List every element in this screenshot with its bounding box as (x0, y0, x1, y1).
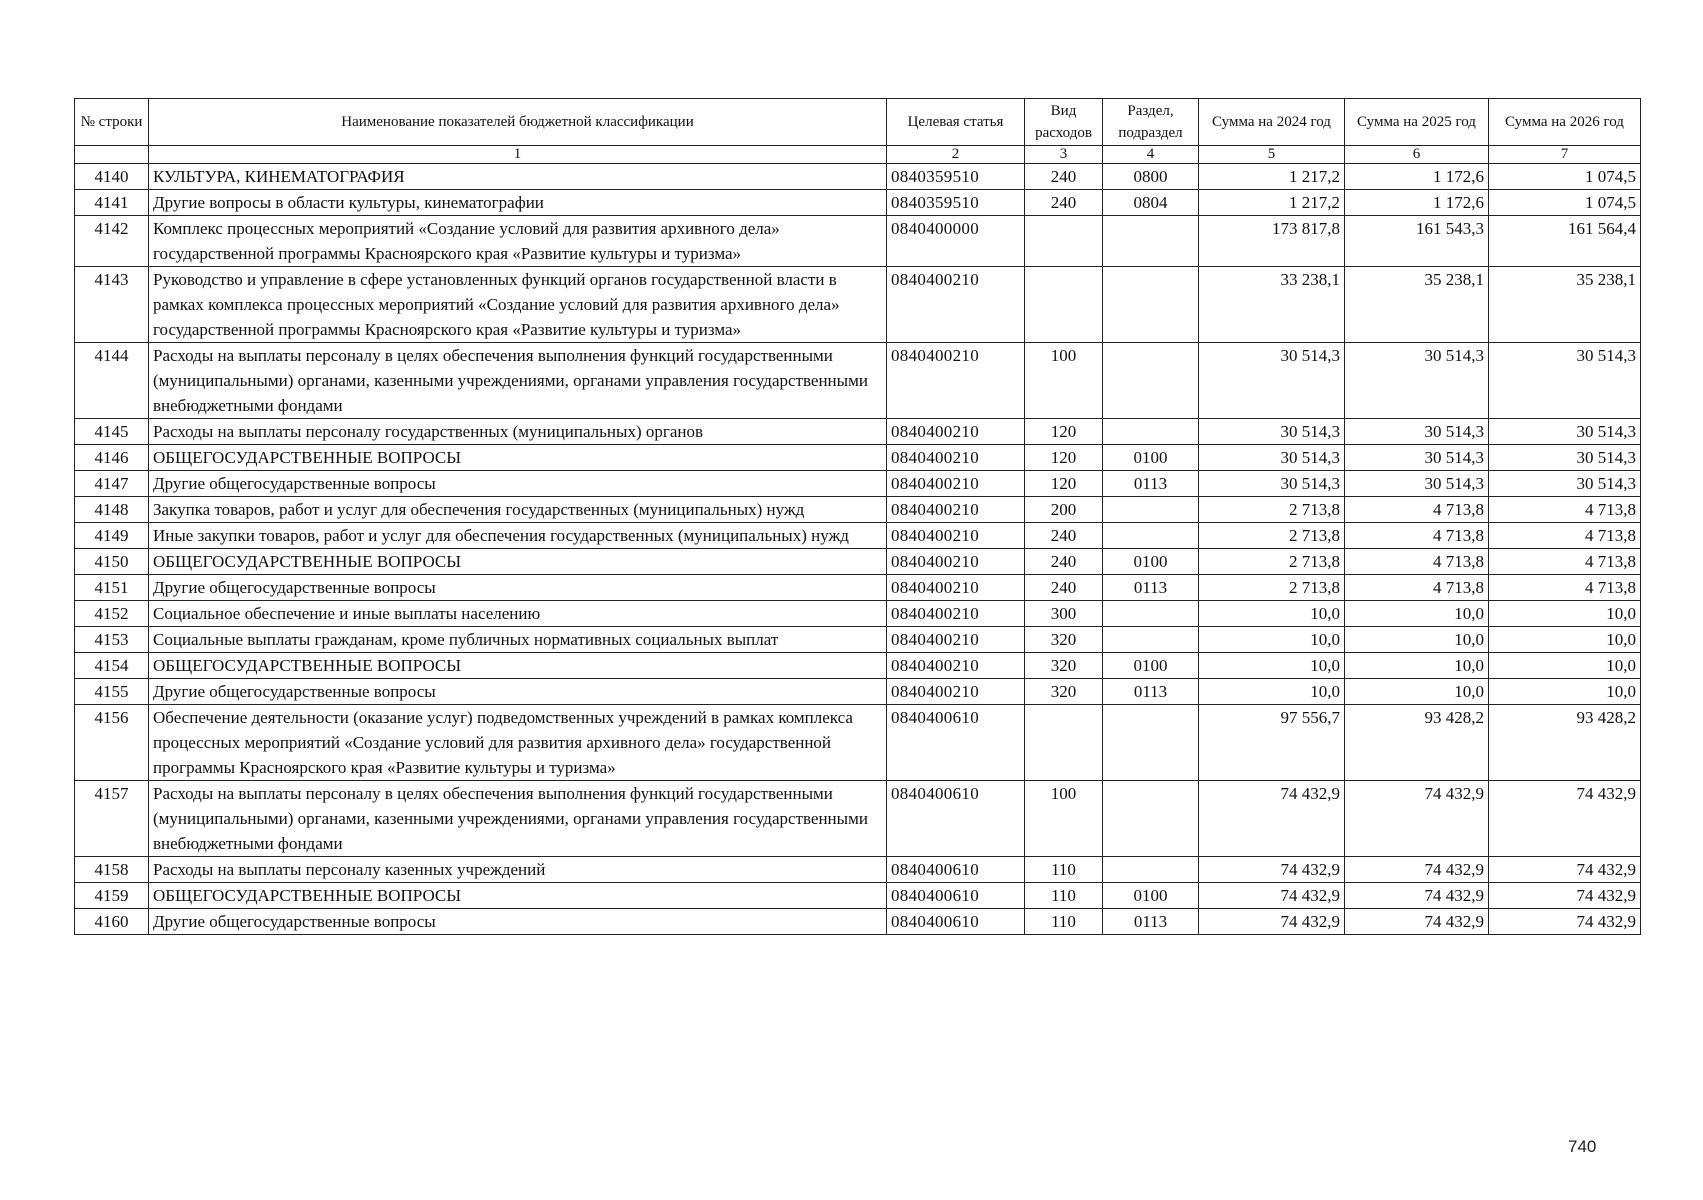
table-row (75, 857, 1641, 883)
sum-2026-cell: 1 074,5 (1489, 190, 1641, 216)
row-number-cell: 4140 (75, 164, 149, 190)
sum-2026-cell: 35 238,1 (1489, 267, 1641, 343)
row-number-cell: 4151 (75, 575, 149, 601)
target-article-cell: 0840400210 (887, 267, 1025, 343)
table-row (75, 705, 1641, 781)
section-cell: 0113 (1103, 575, 1199, 601)
target-article-cell: 0840400000 (887, 216, 1025, 267)
sum-2025-cell: 30 514,3 (1345, 419, 1489, 445)
header-sum-2026: Сумма на 2026 год (1489, 99, 1641, 146)
expense-kind-cell (1025, 216, 1103, 267)
indicator-name-cell: Руководство и управление в сфере установленных функций органов государственной власти в рамках комплекса процессных мероприятий «Создание условий для развития архивного дела» государственной программы Красноярского края «Развитие культуры и туризма» (149, 267, 887, 343)
sum-2024-cell: 74 432,9 (1199, 909, 1345, 935)
expense-kind-cell: 100 (1025, 343, 1103, 419)
sum-2025-cell: 35 238,1 (1345, 267, 1489, 343)
sum-2026-cell: 1 074,5 (1489, 164, 1641, 190)
sum-2026-cell: 74 432,9 (1489, 857, 1641, 883)
expense-kind-cell: 110 (1025, 883, 1103, 909)
row-number-cell: 4160 (75, 909, 149, 935)
sum-2025-cell: 74 432,9 (1345, 857, 1489, 883)
table-row (75, 497, 1641, 523)
section-cell: 0100 (1103, 445, 1199, 471)
sum-2024-cell: 30 514,3 (1199, 343, 1345, 419)
row-number-cell: 4143 (75, 267, 149, 343)
target-article-cell: 0840359510 (887, 190, 1025, 216)
sum-2024-cell: 30 514,3 (1199, 445, 1345, 471)
target-article-cell: 0840400210 (887, 653, 1025, 679)
expense-kind-cell: 120 (1025, 471, 1103, 497)
section-cell (1103, 705, 1199, 781)
indicator-name-cell: Социальные выплаты гражданам, кроме публичных нормативных социальных выплат (149, 627, 887, 653)
header-indicator-name: Наименование показателей бюджетной классификации (149, 99, 887, 146)
sum-2026-cell: 4 713,8 (1489, 523, 1641, 549)
sum-2025-cell: 10,0 (1345, 679, 1489, 705)
header-sum-2025: Сумма на 2025 год (1345, 99, 1489, 146)
section-cell (1103, 497, 1199, 523)
row-number-cell: 4150 (75, 549, 149, 575)
expense-kind-cell: 240 (1025, 523, 1103, 549)
sum-2026-cell: 30 514,3 (1489, 343, 1641, 419)
sum-2025-cell: 74 432,9 (1345, 883, 1489, 909)
indicator-name-cell: Другие общегосударственные вопросы (149, 471, 887, 497)
row-number-cell: 4158 (75, 857, 149, 883)
section-cell (1103, 216, 1199, 267)
sum-2024-cell: 74 432,9 (1199, 781, 1345, 857)
sum-2024-cell: 2 713,8 (1199, 575, 1345, 601)
sum-2025-cell: 10,0 (1345, 601, 1489, 627)
sum-2026-cell: 4 713,8 (1489, 497, 1641, 523)
table-row (75, 216, 1641, 267)
table-row (75, 267, 1641, 343)
sum-2024-cell: 2 713,8 (1199, 549, 1345, 575)
section-cell: 0804 (1103, 190, 1199, 216)
table-header (75, 99, 1641, 164)
table-row (75, 445, 1641, 471)
row-number-cell: 4144 (75, 343, 149, 419)
indicator-name-cell: Комплекс процессных мероприятий «Создание условий для развития архивного дела» государственной программы Красноярского края «Развитие культуры и туризма» (149, 216, 887, 267)
indicator-name-cell: ОБЩЕГОСУДАРСТВЕННЫЕ ВОПРОСЫ (149, 549, 887, 575)
column-number: 3 (1025, 146, 1103, 164)
sum-2025-cell: 10,0 (1345, 653, 1489, 679)
sum-2025-cell: 30 514,3 (1345, 471, 1489, 497)
expense-kind-cell: 320 (1025, 653, 1103, 679)
expense-kind-cell: 110 (1025, 909, 1103, 935)
table-row (75, 627, 1641, 653)
row-number-cell: 4142 (75, 216, 149, 267)
sum-2024-cell: 97 556,7 (1199, 705, 1345, 781)
target-article-cell: 0840400610 (887, 909, 1025, 935)
row-number-cell: 4141 (75, 190, 149, 216)
indicator-name-cell: Расходы на выплаты персоналу государственных (муниципальных) органов (149, 419, 887, 445)
table-row (75, 471, 1641, 497)
column-number: 5 (1199, 146, 1345, 164)
row-number-cell: 4146 (75, 445, 149, 471)
expense-kind-cell: 320 (1025, 679, 1103, 705)
expense-kind-cell: 120 (1025, 419, 1103, 445)
indicator-name-cell: КУЛЬТУРА, КИНЕМАТОГРАФИЯ (149, 164, 887, 190)
sum-2026-cell: 30 514,3 (1489, 471, 1641, 497)
header-section: Раздел, подраздел (1103, 99, 1199, 146)
expense-kind-cell: 120 (1025, 445, 1103, 471)
sum-2025-cell: 74 432,9 (1345, 781, 1489, 857)
sum-2026-cell: 10,0 (1489, 601, 1641, 627)
header-sum-2024: Сумма на 2024 год (1199, 99, 1345, 146)
sum-2026-cell: 161 564,4 (1489, 216, 1641, 267)
target-article-cell: 0840400210 (887, 627, 1025, 653)
table-row (75, 419, 1641, 445)
sum-2025-cell: 1 172,6 (1345, 190, 1489, 216)
row-number-cell: 4153 (75, 627, 149, 653)
target-article-cell: 0840400210 (887, 497, 1025, 523)
sum-2024-cell: 10,0 (1199, 653, 1345, 679)
indicator-name-cell: Другие общегосударственные вопросы (149, 679, 887, 705)
expense-kind-cell: 320 (1025, 627, 1103, 653)
sum-2026-cell: 74 432,9 (1489, 909, 1641, 935)
row-number-cell: 4156 (75, 705, 149, 781)
budget-table (74, 98, 1641, 935)
column-number: 1 (149, 146, 887, 164)
row-number-cell: 4152 (75, 601, 149, 627)
sum-2024-cell: 173 817,8 (1199, 216, 1345, 267)
expense-kind-cell: 300 (1025, 601, 1103, 627)
row-number-cell: 4148 (75, 497, 149, 523)
sum-2025-cell: 30 514,3 (1345, 343, 1489, 419)
expense-kind-cell (1025, 267, 1103, 343)
sum-2026-cell: 4 713,8 (1489, 549, 1641, 575)
expense-kind-cell: 240 (1025, 575, 1103, 601)
section-cell (1103, 343, 1199, 419)
sum-2024-cell: 74 432,9 (1199, 857, 1345, 883)
row-number-cell: 4149 (75, 523, 149, 549)
table-row (75, 679, 1641, 705)
sum-2024-cell: 10,0 (1199, 627, 1345, 653)
expense-kind-cell: 240 (1025, 164, 1103, 190)
expense-kind-cell: 100 (1025, 781, 1103, 857)
header-row (75, 99, 1641, 146)
sum-2025-cell: 10,0 (1345, 627, 1489, 653)
target-article-cell: 0840400610 (887, 857, 1025, 883)
target-article-cell: 0840400210 (887, 549, 1025, 575)
section-cell: 0100 (1103, 549, 1199, 575)
table-row (75, 909, 1641, 935)
column-number: 2 (887, 146, 1025, 164)
sum-2026-cell: 10,0 (1489, 679, 1641, 705)
table-body (75, 164, 1641, 935)
indicator-name-cell: Закупка товаров, работ и услуг для обеспечения государственных (муниципальных) нужд (149, 497, 887, 523)
indicator-name-cell: Расходы на выплаты персоналу в целях обеспечения выполнения функций государственными (муниципальными) органами, казенными учреждениями, органами управления государственными внебюджетными фондами (149, 781, 887, 857)
target-article-cell: 0840400210 (887, 471, 1025, 497)
indicator-name-cell: Обеспечение деятельности (оказание услуг) подведомственных учреждений в рамках комплекса процессных мероприятий «Создание условий для развития архивного дела» государственной программы Красноярского края «Развитие культуры и туризма» (149, 705, 887, 781)
indicator-name-cell: Иные закупки товаров, работ и услуг для обеспечения государственных (муниципальных) нужд (149, 523, 887, 549)
section-cell (1103, 627, 1199, 653)
target-article-cell: 0840400610 (887, 883, 1025, 909)
target-article-cell: 0840400210 (887, 419, 1025, 445)
section-cell (1103, 781, 1199, 857)
row-number-cell: 4147 (75, 471, 149, 497)
sum-2025-cell: 30 514,3 (1345, 445, 1489, 471)
indicator-name-cell: Другие вопросы в области культуры, кинематографии (149, 190, 887, 216)
row-number-cell: 4157 (75, 781, 149, 857)
column-number: 6 (1345, 146, 1489, 164)
section-cell: 0113 (1103, 471, 1199, 497)
expense-kind-cell: 110 (1025, 857, 1103, 883)
target-article-cell: 0840400210 (887, 679, 1025, 705)
expense-kind-cell: 240 (1025, 190, 1103, 216)
indicator-name-cell: Другие общегосударственные вопросы (149, 575, 887, 601)
header-target-article: Целевая статья (887, 99, 1025, 146)
sum-2026-cell: 4 713,8 (1489, 575, 1641, 601)
expense-kind-cell: 240 (1025, 549, 1103, 575)
row-number-cell: 4155 (75, 679, 149, 705)
target-article-cell: 0840400210 (887, 445, 1025, 471)
sum-2026-cell: 74 432,9 (1489, 883, 1641, 909)
target-article-cell: 0840400210 (887, 343, 1025, 419)
table-row (75, 601, 1641, 627)
sum-2025-cell: 93 428,2 (1345, 705, 1489, 781)
table-row (75, 653, 1641, 679)
row-number-cell: 4159 (75, 883, 149, 909)
sum-2024-cell: 33 238,1 (1199, 267, 1345, 343)
sum-2025-cell: 4 713,8 (1345, 497, 1489, 523)
section-cell (1103, 857, 1199, 883)
page-number: 740 (1568, 1137, 1597, 1156)
sum-2025-cell: 4 713,8 (1345, 549, 1489, 575)
sum-2026-cell: 10,0 (1489, 627, 1641, 653)
section-cell (1103, 267, 1199, 343)
column-number: 7 (1489, 146, 1641, 164)
table-row (75, 190, 1641, 216)
table-row (75, 343, 1641, 419)
section-cell (1103, 523, 1199, 549)
target-article-cell: 0840400610 (887, 781, 1025, 857)
table-row (75, 523, 1641, 549)
sum-2025-cell: 161 543,3 (1345, 216, 1489, 267)
indicator-name-cell: Социальное обеспечение и иные выплаты населению (149, 601, 887, 627)
sum-2025-cell: 1 172,6 (1345, 164, 1489, 190)
section-cell: 0100 (1103, 653, 1199, 679)
column-number (75, 146, 149, 164)
sum-2024-cell: 2 713,8 (1199, 523, 1345, 549)
sum-2024-cell: 2 713,8 (1199, 497, 1345, 523)
indicator-name-cell: ОБЩЕГОСУДАРСТВЕННЫЕ ВОПРОСЫ (149, 445, 887, 471)
header-expense-kind: Вид расходов (1025, 99, 1103, 146)
sum-2026-cell: 93 428,2 (1489, 705, 1641, 781)
sum-2026-cell: 10,0 (1489, 653, 1641, 679)
row-number-cell: 4145 (75, 419, 149, 445)
sum-2024-cell: 30 514,3 (1199, 471, 1345, 497)
target-article-cell: 0840400210 (887, 523, 1025, 549)
table-row (75, 883, 1641, 909)
sum-2026-cell: 74 432,9 (1489, 781, 1641, 857)
sum-2024-cell: 74 432,9 (1199, 883, 1345, 909)
sum-2024-cell: 10,0 (1199, 679, 1345, 705)
table-row (75, 549, 1641, 575)
sum-2024-cell: 10,0 (1199, 601, 1345, 627)
section-cell: 0100 (1103, 883, 1199, 909)
indicator-name-cell: Расходы на выплаты персоналу казенных учреждений (149, 857, 887, 883)
section-cell: 0800 (1103, 164, 1199, 190)
header-row-number: № строки (75, 99, 149, 146)
sum-2026-cell: 30 514,3 (1489, 419, 1641, 445)
table-row (75, 164, 1641, 190)
indicator-name-cell: Расходы на выплаты персоналу в целях обеспечения выполнения функций государственными (муниципальными) органами, казенными учреждениями, органами управления государственными внебюджетными фондами (149, 343, 887, 419)
sum-2024-cell: 30 514,3 (1199, 419, 1345, 445)
expense-kind-cell (1025, 705, 1103, 781)
indicator-name-cell: ОБЩЕГОСУДАРСТВЕННЫЕ ВОПРОСЫ (149, 883, 887, 909)
expense-kind-cell: 200 (1025, 497, 1103, 523)
sum-2025-cell: 74 432,9 (1345, 909, 1489, 935)
table-row (75, 781, 1641, 857)
section-cell: 0113 (1103, 679, 1199, 705)
section-cell (1103, 601, 1199, 627)
indicator-name-cell: Другие общегосударственные вопросы (149, 909, 887, 935)
section-cell: 0113 (1103, 909, 1199, 935)
sum-2025-cell: 4 713,8 (1345, 523, 1489, 549)
target-article-cell: 0840400210 (887, 575, 1025, 601)
target-article-cell: 0840400210 (887, 601, 1025, 627)
sum-2025-cell: 4 713,8 (1345, 575, 1489, 601)
table-row (75, 575, 1641, 601)
column-number: 4 (1103, 146, 1199, 164)
target-article-cell: 0840359510 (887, 164, 1025, 190)
section-cell (1103, 419, 1199, 445)
indicator-name-cell: ОБЩЕГОСУДАРСТВЕННЫЕ ВОПРОСЫ (149, 653, 887, 679)
sum-2026-cell: 30 514,3 (1489, 445, 1641, 471)
row-number-cell: 4154 (75, 653, 149, 679)
column-number-row (75, 146, 1641, 164)
target-article-cell: 0840400610 (887, 705, 1025, 781)
sum-2024-cell: 1 217,2 (1199, 190, 1345, 216)
sum-2024-cell: 1 217,2 (1199, 164, 1345, 190)
